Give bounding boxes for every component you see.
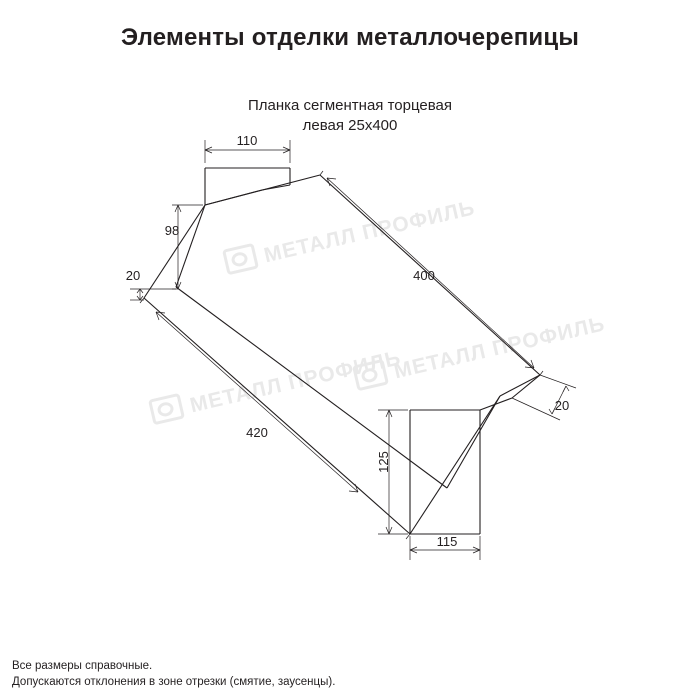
ext-line xyxy=(540,375,576,388)
subtitle-line-2: левая 25х400 xyxy=(302,117,398,134)
dim-label-400: 400 xyxy=(413,268,435,283)
dim-label-420: 420 xyxy=(246,425,268,440)
dim-label-125: 125 xyxy=(376,451,391,473)
footnote-line-1: Все размеры справочные. xyxy=(12,660,153,672)
shape-edge xyxy=(500,375,540,396)
ext-line xyxy=(512,398,560,420)
arrow-head xyxy=(563,386,569,392)
dim-label-115: 115 xyxy=(436,534,458,549)
end-face-edge xyxy=(480,398,512,410)
shape-edge xyxy=(144,205,205,298)
watermark-text: МЕТАЛЛ ПРОФИЛЬ xyxy=(261,196,478,268)
dim-label-110: 110 xyxy=(236,133,258,148)
tab-edge xyxy=(205,190,262,205)
watermark-text: МЕТАЛЛ ПРОФИЛЬ xyxy=(187,346,404,418)
dim-line xyxy=(156,312,358,492)
fold-line xyxy=(176,205,205,287)
fold-line xyxy=(176,287,447,488)
dim-label-20-right: 20 xyxy=(554,398,570,413)
subtitle-line-1: Планка сегментная торцевая xyxy=(247,97,453,114)
dim-line-end xyxy=(406,534,410,539)
ext-line xyxy=(320,171,323,175)
dim-label-98: 98 xyxy=(164,223,180,238)
ext-line xyxy=(540,371,543,375)
shape-edge xyxy=(410,396,500,534)
footnote-line-2: Допускаются отклонения в зоне отрезки (смятие, заусенцы). xyxy=(12,676,336,688)
page-title: Элементы отделки металлочерепицы xyxy=(120,24,580,51)
tab-edge xyxy=(262,185,290,190)
watermark-text: МЕТАЛЛ ПРОФИЛЬ xyxy=(391,312,608,384)
flange-edge xyxy=(512,375,540,398)
footnotes xyxy=(12,658,335,690)
dim-label-20-left: 20 xyxy=(125,268,141,283)
shape-edge xyxy=(144,298,410,534)
